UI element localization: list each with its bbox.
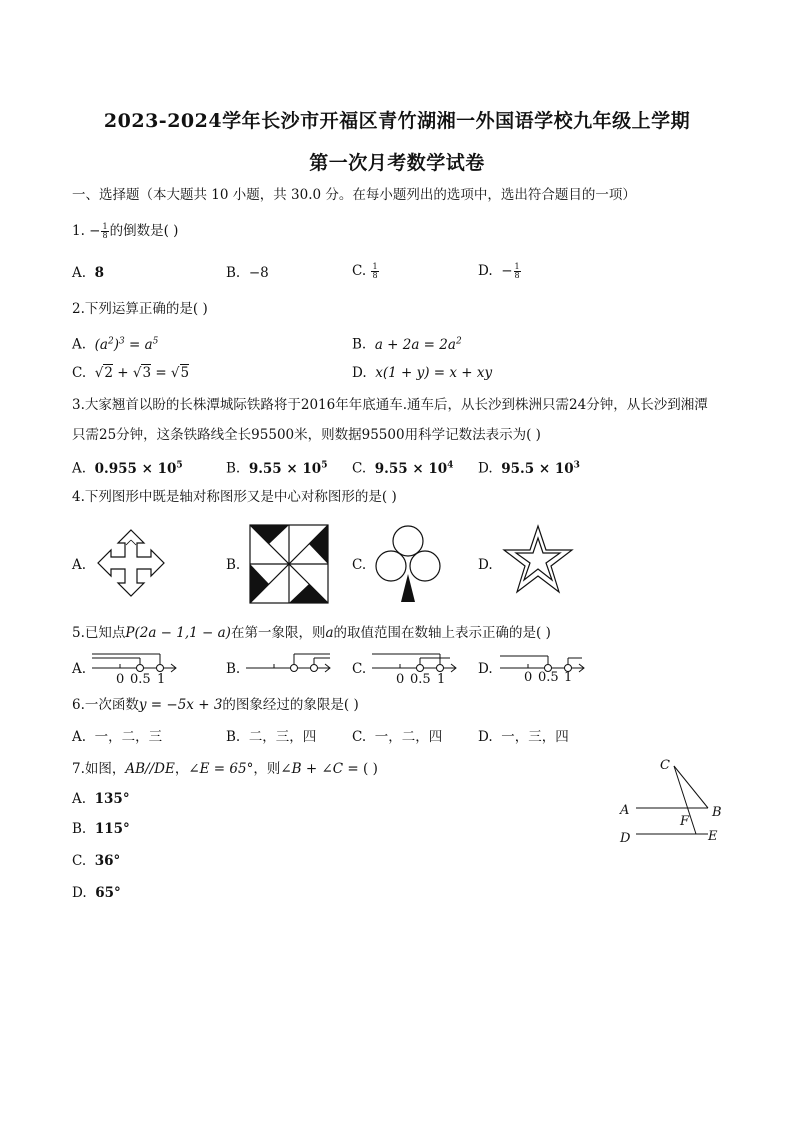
question-4-stem: 4.下列图形中既是轴对称图形又是中心对称图形的是( ) — [72, 489, 397, 505]
question-3-stem-line1: 3.大家翘首以盼的长株潭城际铁路将于2016年年底通车.通车后，从长沙到株洲只需24分钟，从长沙到湘潭 — [72, 397, 708, 413]
q2-option-b: B. $a + 2a = 2a^2$ — [352, 336, 462, 353]
question-5-stem: 5.已知点P(2a − 1,1 − a)在第一象限，则a的取值范围在数轴上表示正确的是( ) — [72, 625, 551, 641]
club-icon — [374, 524, 442, 604]
question-3-stem-line2: 只需25分钟，这条铁路线全长95500米，则数据95500用科学记数法表示为( ) — [72, 427, 541, 443]
question-1-stem: 1. − $\frac{1}{8}$ 的倒数是( ) — [72, 222, 179, 240]
nc-tick-05: 0.5 — [410, 672, 431, 687]
q7-option-a: A. 135° — [72, 791, 130, 807]
q4-option-d-label: D. — [478, 557, 493, 573]
q2-option-c: C. √2 + √3 = √5 — [72, 365, 190, 381]
q5-option-c-label: C. — [352, 661, 367, 677]
question-6-stem: 6.一次函数y = −5x + 3的图象经过的象限是( ) — [72, 697, 359, 713]
q1-option-d: D. − $\frac{1}{8}$ — [478, 262, 520, 280]
q3-option-b: B. $9.55 \times 10^5$ — [226, 460, 328, 477]
q2-option-a: A. $(a^2)^3 = a^5$ — [72, 336, 159, 353]
q6-option-c: C. 一，二，四 — [352, 729, 443, 745]
q3-option-a: A. $0.955 \times 10^5$ — [72, 460, 183, 477]
nc-tick-1: 1 — [437, 672, 446, 687]
q6-option-d: D. 一，三，四 — [478, 729, 569, 745]
q3-option-d: D. $95.5 \times 10^3$ — [478, 460, 580, 477]
q5-option-a-label: A. — [72, 661, 87, 677]
fig-label-f: F — [680, 814, 690, 829]
star-icon — [502, 524, 574, 596]
q5-option-d-label: D. — [478, 661, 493, 677]
q7-option-c: C. 36° — [72, 853, 121, 869]
nd-tick-05: 0.5 — [538, 670, 559, 685]
q3-option-c: C. $9.55 \times 10^4$ — [352, 460, 454, 477]
nd-tick-0: 0 — [524, 670, 533, 685]
question-7-stem: 7.如图，AB//DE，∠E = 65°，则∠B + ∠C = ( ) — [72, 761, 378, 777]
section-heading: 一、选择题（本大题共 10 小题，共 30.0 分。在每小题列出的选项中，选出符合题目的一项） — [72, 187, 636, 203]
fig-label-a: A — [620, 803, 630, 818]
q4-option-c-label: C. — [352, 557, 367, 573]
fig-label-b: B — [712, 805, 722, 820]
question-2-stem: 2.下列运算正确的是( ) — [72, 301, 208, 317]
pinwheel-icon — [249, 524, 329, 604]
q2-option-d: D. x(1 + y) = x + xy — [352, 365, 493, 381]
nc-tick-0: 0 — [396, 672, 405, 687]
q1-option-a: A. 8 — [72, 265, 105, 281]
na-tick-0: 0 — [116, 672, 125, 687]
exam-title-line2: 第一次月考数学试卷 — [309, 152, 485, 174]
four-arrows-icon — [96, 528, 166, 598]
q4-option-b-label: B. — [226, 557, 241, 573]
q7-option-b: B. 115° — [72, 821, 130, 837]
q5-option-b-label: B. — [226, 661, 241, 677]
fig-label-e: E — [708, 829, 718, 844]
nd-tick-1: 1 — [564, 670, 573, 685]
q6-option-b: B. 二，三，四 — [226, 729, 317, 745]
q6-option-a: A. 一，二，三 — [72, 729, 163, 745]
fig-label-c: C — [660, 758, 670, 773]
fig-label-d: D — [620, 831, 631, 846]
q1-option-c: C. $\frac{1}{8}$ — [352, 262, 378, 280]
number-line-b — [244, 650, 334, 690]
exam-title-line1: 2023-2024学年长沙市开福区青竹湖湘一外国语学校九年级上学期 — [103, 110, 691, 132]
q1-option-b: B. −8 — [226, 265, 269, 281]
q4-option-a-label: A. — [72, 557, 87, 573]
q7-option-d: D. 65° — [72, 885, 121, 901]
na-tick-1: 1 — [157, 672, 166, 687]
na-tick-05: 0.5 — [130, 672, 151, 687]
